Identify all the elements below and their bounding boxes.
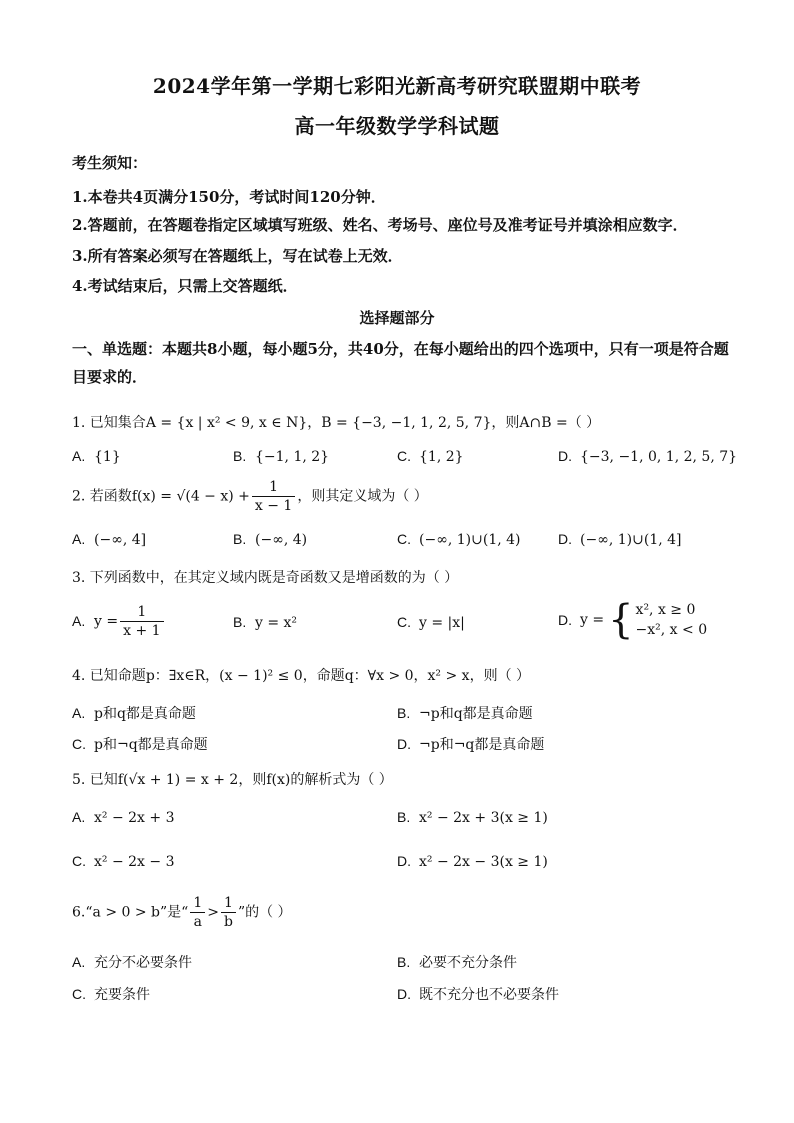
q2-option-c — [397, 531, 521, 548]
q4-proposition-p: p：∃x∈R，(x − 1)² ≤ 0 — [145, 668, 303, 684]
piecewise-row-2: −x², x < 0 — [635, 622, 708, 638]
option-text: y = |x| — [419, 615, 465, 631]
q1-sep: ， — [307, 415, 322, 431]
q4-prefix: 4. 已知命题 — [72, 668, 146, 684]
option-letter: D. — [558, 612, 572, 628]
option-text: {1, 2} — [419, 449, 464, 465]
option-text: 既不充分也不必要条件 — [419, 987, 559, 1003]
q3-option-c — [397, 614, 465, 631]
q3-option-a — [72, 603, 166, 640]
frac-denominator: a — [193, 914, 202, 930]
option-letter: D. — [558, 531, 572, 547]
q6-option-d — [397, 984, 559, 1004]
option-letter: B. — [397, 705, 411, 721]
notice-item-3: 3.所有答案必须写在答题纸上，写在试卷上无效． — [72, 247, 403, 265]
frac-denominator: b — [223, 914, 233, 930]
frac-numerator: 1 — [120, 603, 163, 622]
option-text: (−∞, 1)∪(1, 4) — [419, 532, 521, 548]
q4-option-d — [397, 734, 544, 754]
option-letter: D. — [558, 448, 572, 464]
option-letter: C. — [397, 448, 411, 464]
q1-prefix: 1. 已知集合 — [72, 415, 146, 431]
q5-option-c — [72, 853, 174, 870]
option-letter: C. — [72, 986, 86, 1002]
q5-option-b — [397, 809, 548, 826]
q4-suffix: ，则（ ） — [469, 668, 531, 684]
option-text: {−1, 1, 2} — [255, 449, 330, 465]
option-text: 充分不必要条件 — [94, 955, 192, 971]
q4-proposition-q: q：∀x > 0，x² > x — [344, 668, 470, 684]
notice-heading: 考生须知： — [72, 154, 148, 172]
q6-suffix: ”的（ ） — [237, 904, 292, 921]
q4-option-c — [72, 734, 208, 754]
q1-suffix: （ ） — [567, 415, 601, 431]
option-text: (−∞, 4) — [255, 532, 308, 548]
q6-fraction-b — [221, 894, 236, 931]
q2-option-b — [233, 531, 307, 548]
q6-greater-than: > — [207, 904, 219, 921]
option-text: ¬p和¬q都是真命题 — [419, 737, 545, 753]
option-text: x² − 2x − 3 — [94, 854, 175, 870]
option-text: {1} — [94, 449, 121, 465]
q3a-fraction — [120, 603, 163, 640]
option-letter: A. — [72, 612, 86, 629]
q1-option-c — [397, 448, 464, 465]
option-letter: A. — [72, 448, 86, 464]
option-letter: A. — [72, 809, 86, 825]
q6-option-b — [397, 952, 517, 972]
frac-denominator: x + 1 — [123, 623, 161, 639]
q1-mid: ，则 — [491, 415, 520, 431]
question-4 — [72, 665, 530, 685]
option-text: p和q都是真命题 — [94, 706, 196, 722]
notice-item-4: 4.考试结束后，只需上交答题纸． — [72, 277, 298, 295]
exam-subtitle: 高一年级数学学科试题 — [294, 114, 500, 138]
piecewise-function — [558, 597, 708, 643]
option-letter: C. — [397, 614, 411, 630]
frac-denominator: x − 1 — [254, 498, 293, 514]
q1-intersection: A∩B = — [519, 415, 568, 431]
option-letter: C. — [397, 531, 411, 547]
q5-fx: f(x) — [266, 772, 291, 788]
q1-set-b: B = {−3, −1, 1, 2, 5, 7} — [321, 415, 492, 431]
option-letter: D. — [397, 986, 411, 1002]
q2-fraction — [252, 478, 295, 515]
option-letter: A. — [72, 954, 86, 970]
option-letter: A. — [72, 531, 86, 547]
q4-mid: ，命题 — [302, 668, 345, 684]
option-text: ¬p和q都是真命题 — [419, 706, 533, 722]
q1-option-b — [233, 448, 329, 465]
option-text: (−∞, 1)∪(1, 4] — [580, 532, 682, 548]
option-text: x² − 2x + 3 — [94, 810, 175, 826]
frac-numerator: 1 — [221, 894, 236, 913]
question-1 — [72, 412, 600, 432]
option-text: y = — [94, 613, 119, 630]
q5-equation: f(√x + 1) = x + 2 — [117, 772, 239, 788]
q5-option-a — [72, 809, 174, 826]
q5-prefix: 5. 已知 — [72, 772, 118, 788]
option-letter: B. — [397, 809, 411, 825]
frac-numerator: 1 — [190, 894, 205, 913]
q2-suffix: ，则其定义域为（ ） — [297, 488, 428, 505]
q1-option-a — [72, 448, 121, 465]
option-text: (−∞, 4] — [94, 532, 147, 548]
question-2 — [72, 478, 428, 515]
q6-fraction-a — [190, 894, 205, 931]
q2-option-d — [558, 531, 682, 548]
q2-function: f(x) = √(4 − x) + — [131, 488, 250, 505]
q4-option-b — [397, 703, 533, 723]
option-letter: D. — [397, 853, 411, 869]
option-letter: B. — [233, 614, 247, 630]
option-letter: B. — [233, 531, 247, 547]
option-letter: C. — [72, 853, 86, 869]
question-5 — [72, 769, 393, 789]
exam-title: 2024学年第一学期七彩阳光新高考研究联盟期中联考 — [152, 74, 642, 98]
q3-option-b — [233, 614, 297, 631]
q4-option-a — [72, 703, 196, 723]
option-letter: B. — [233, 448, 247, 464]
q6-prefix: 6. — [72, 904, 86, 921]
brace-icon: { — [608, 597, 634, 643]
q2-prefix: 2. 若函数 — [72, 488, 132, 505]
part1-heading: 一、单选题：本题共8小题，每小题5分，共40分，在每小题给出的四个选项中，只有一项是符合题目要求的． — [72, 340, 729, 386]
option-letter: D. — [397, 736, 411, 752]
q6-option-a — [72, 952, 192, 972]
piecewise-row-1: x², x ≥ 0 — [635, 602, 696, 618]
q5-option-d — [397, 853, 548, 870]
q5-suffix: 的解析式为（ ） — [290, 772, 393, 788]
piecewise-rows — [636, 600, 708, 640]
option-text: x² − 2x + 3(x ≥ 1) — [419, 810, 548, 826]
option-text: {−3, −1, 0, 1, 2, 5, 7} — [580, 449, 738, 465]
q1-set-a: A = {x | x² < 9, x ∈ N} — [145, 415, 308, 431]
notice-item-2: 2.答题前，在答题卷指定区域填写班级、姓名、考场号、座位号及准考证号并填涂相应数字． — [72, 216, 688, 234]
option-letter: C. — [72, 736, 86, 752]
q6-option-c — [72, 984, 150, 1004]
question-6 — [72, 894, 292, 931]
option-letter: B. — [397, 954, 411, 970]
option-text: 充要条件 — [94, 987, 150, 1003]
option-text: y = x² — [255, 615, 298, 631]
option-text: y = — [580, 612, 605, 628]
q1-option-d — [558, 448, 737, 465]
question-3: 3. 下列函数中，在其定义域内既是奇函数又是增函数的为（ ） — [72, 570, 459, 586]
section-title: 选择题部分 — [359, 309, 435, 327]
option-text: x² − 2x − 3(x ≥ 1) — [419, 854, 548, 870]
notice-item-1: 1.本卷共4页满分150分，考试时间120分钟． — [72, 188, 386, 206]
option-text: p和¬q都是真命题 — [94, 737, 208, 753]
q5-mid: ，则 — [238, 772, 267, 788]
q6-condition: “a > 0 > b”是“ — [85, 904, 189, 921]
option-text: 必要不充分条件 — [419, 955, 517, 971]
frac-numerator: 1 — [252, 478, 295, 497]
option-letter: A. — [72, 705, 86, 721]
q2-option-a — [72, 531, 146, 548]
q3-option-d — [558, 597, 708, 643]
